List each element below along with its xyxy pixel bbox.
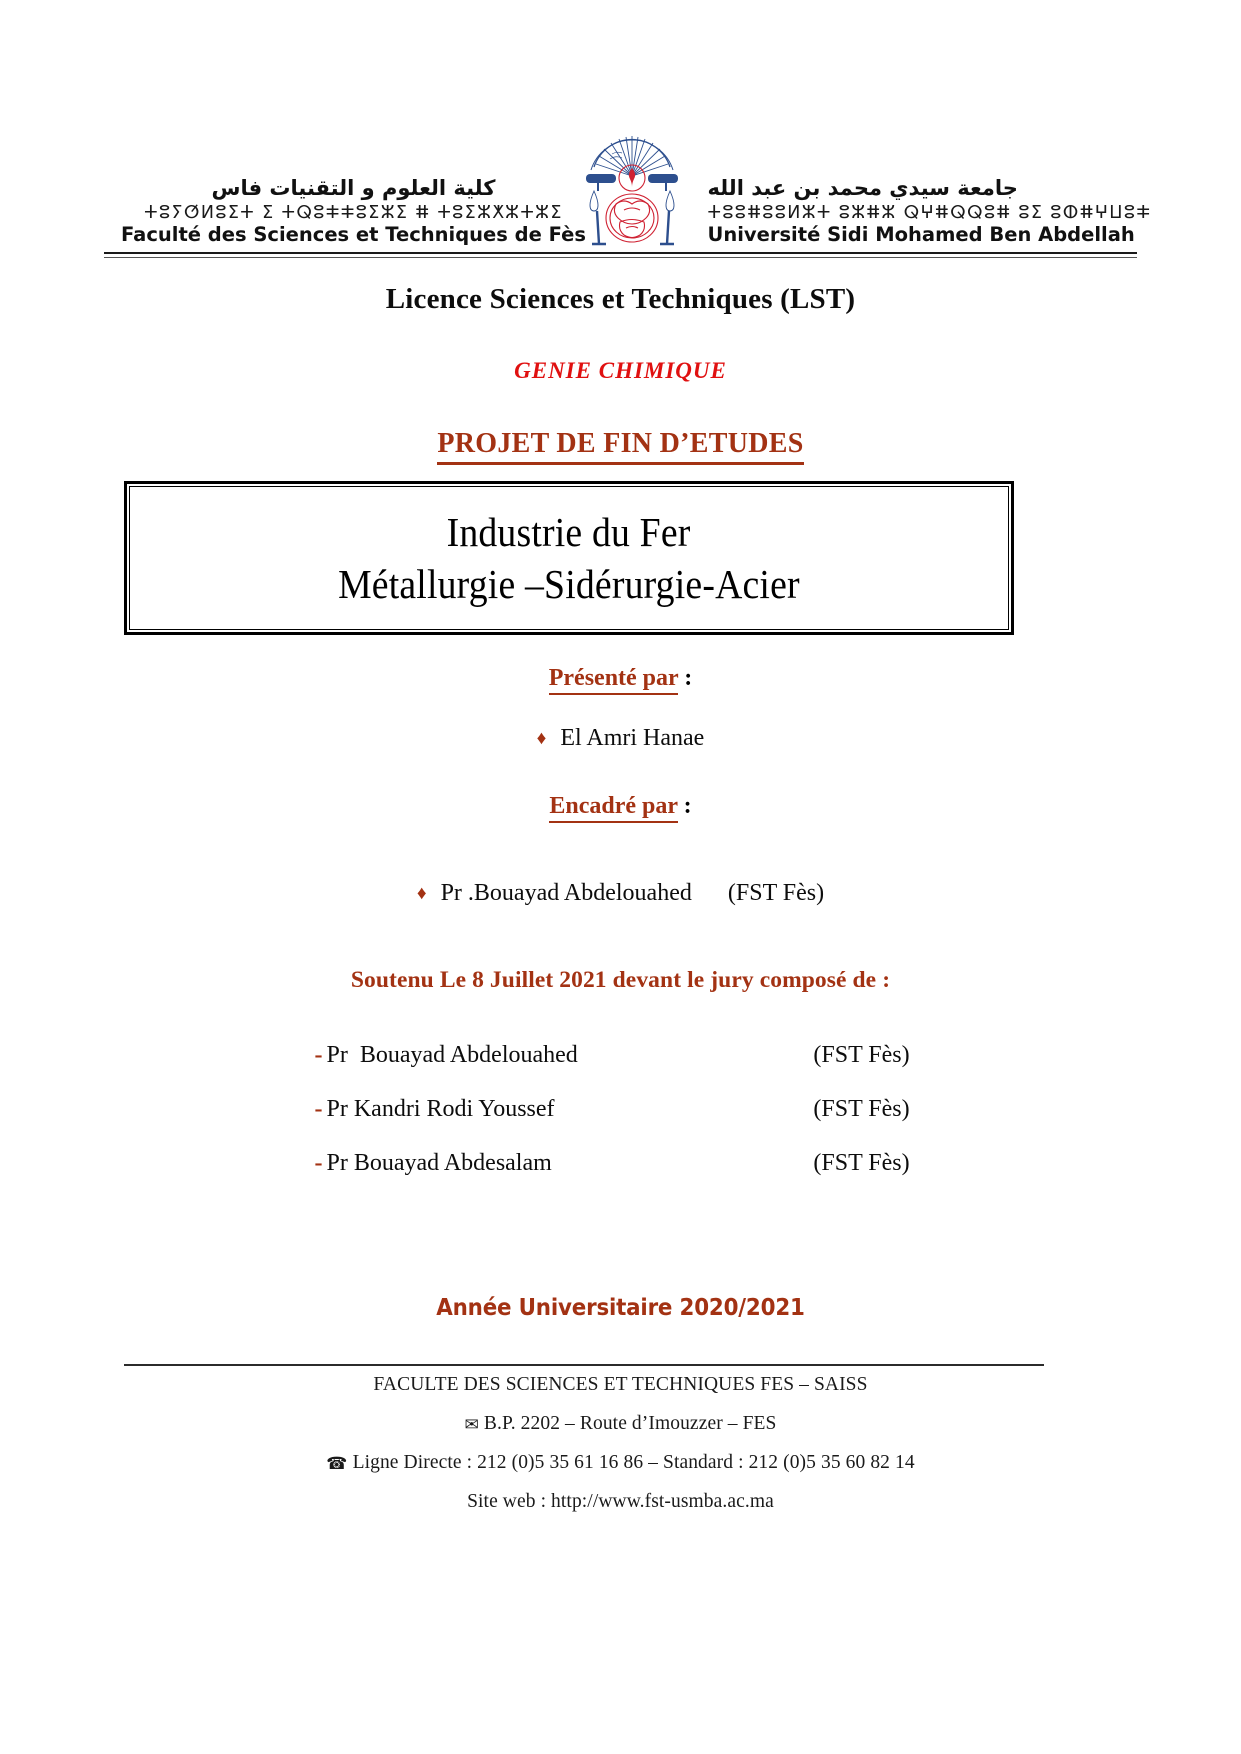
header-faculty-block — [120, 176, 587, 248]
university-name-french: Université Sidi Mohamed Ben Abdellah — [707, 223, 1135, 247]
jury-dash: - — [314, 1150, 323, 1176]
thesis-title-line-1: Industrie du Fer — [447, 508, 691, 555]
footer-divider — [124, 1364, 1044, 1366]
program-title: Licence Sciences et Techniques (LST) — [385, 283, 856, 315]
jury-row — [0, 1096, 1241, 1123]
presented-by-colon: : — [678, 665, 693, 691]
usmba-seal-logo — [576, 130, 688, 248]
document-type-text: PROJET DE FIN D’ETUDES — [437, 428, 803, 465]
jury-member-name: Pr Bouayad Abdesalam — [326, 1150, 552, 1176]
specialty-text: GENIE CHIMIQUE — [514, 358, 727, 383]
footer-phone-line — [0, 1452, 1241, 1474]
jury-dash: - — [314, 1042, 323, 1068]
jury-member-affiliation: (FST Fès) — [813, 1042, 910, 1068]
student-name: El Amri Hanae — [560, 725, 705, 751]
phone-icon: ☎ — [326, 1454, 348, 1474]
jury-heading: Soutenu Le 8 Juillet 2021 devant le jury composé de : — [350, 967, 891, 993]
jury-member-affiliation: (FST Fès) — [813, 1150, 910, 1176]
footer-institution: FACULTE DES SCIENCES ET TECHNIQUES FES – SAISS — [373, 1374, 868, 1395]
supervisor-row — [0, 880, 1241, 907]
jury-member-list — [0, 1015, 1241, 1177]
supervisor-name: Pr .Bouayad Abdelouahed — [440, 880, 692, 906]
document-type-title — [0, 428, 1241, 460]
footer-phone: Ligne Directe : 212 (0)5 35 61 16 86 – Standard : 212 (0)5 35 60 82 14 — [352, 1452, 915, 1473]
supervised-by-label-text: Encadré par — [549, 793, 677, 823]
jury-member-affiliation: (FST Fès) — [813, 1096, 910, 1122]
document-footer — [0, 1374, 1241, 1513]
document-header — [104, 128, 1152, 248]
presented-by-label — [0, 665, 1241, 692]
supervised-by-colon: : — [677, 793, 692, 819]
academic-year: Année Universitaire 2020/2021 — [436, 1295, 805, 1321]
thesis-title-box — [124, 481, 1014, 635]
jury-row — [0, 1042, 1241, 1069]
specialty-title — [0, 358, 1241, 384]
jury-member-name: Pr Bouayad Abdelouahed — [326, 1042, 578, 1068]
university-name-tifinagh: ⵜⵓⵓⵌⵓⵓⵍⵣⵜ ⵓⵣⵌⵣ ⵕⵖⵌⵕⵕⵓⵌ ⵓⵉ ⵓⵀⵌⵖⵡⵓⵐ — [707, 202, 1152, 223]
faculty-name-tifinagh: ⵜⵓⵢⵚⵍⵓⵉⵜ ⵉ ⵜⵕⵓⵐⵐⵓⵉⵣⵉ ⵌ ⵜⵓⵉⵣⵅⵣⵜⵣⵉ — [144, 202, 563, 223]
diamond-bullet-icon: ♦ — [416, 883, 427, 904]
faculty-name-arabic: كلية العلوم و التقنيات فاس — [211, 176, 496, 201]
presented-by-label-text: Présenté par — [549, 665, 679, 695]
thesis-title-box-inner — [129, 486, 1009, 630]
diamond-bullet-icon: ♦ — [536, 728, 547, 749]
footer-address-line — [0, 1413, 1241, 1435]
mail-icon: ✉ — [464, 1415, 479, 1435]
supervisor-affiliation: (FST Fès) — [727, 880, 825, 906]
student-row — [0, 725, 1241, 752]
header-divider-thin — [104, 257, 1137, 258]
jury-row — [0, 1150, 1241, 1177]
faculty-name-french: Faculté des Sciences et Techniques de Fès — [120, 223, 587, 247]
footer-address: B.P. 2202 – Route d’Imouzzer – FES — [483, 1413, 777, 1434]
jury-dash: - — [314, 1096, 323, 1122]
footer-website: Site web : http://www.fst-usmba.ac.ma — [467, 1491, 774, 1512]
jury-member-name: Pr Kandri Rodi Youssef — [326, 1096, 555, 1122]
header-university-block — [690, 176, 1152, 248]
header-divider-thick — [104, 252, 1137, 254]
university-name-arabic: جامعة سيدي محمد بن عبد الله — [707, 176, 1018, 201]
thesis-title-line-2: Métallurgie –Sidérurgie-Acier — [338, 561, 800, 607]
supervised-by-label — [0, 793, 1241, 820]
